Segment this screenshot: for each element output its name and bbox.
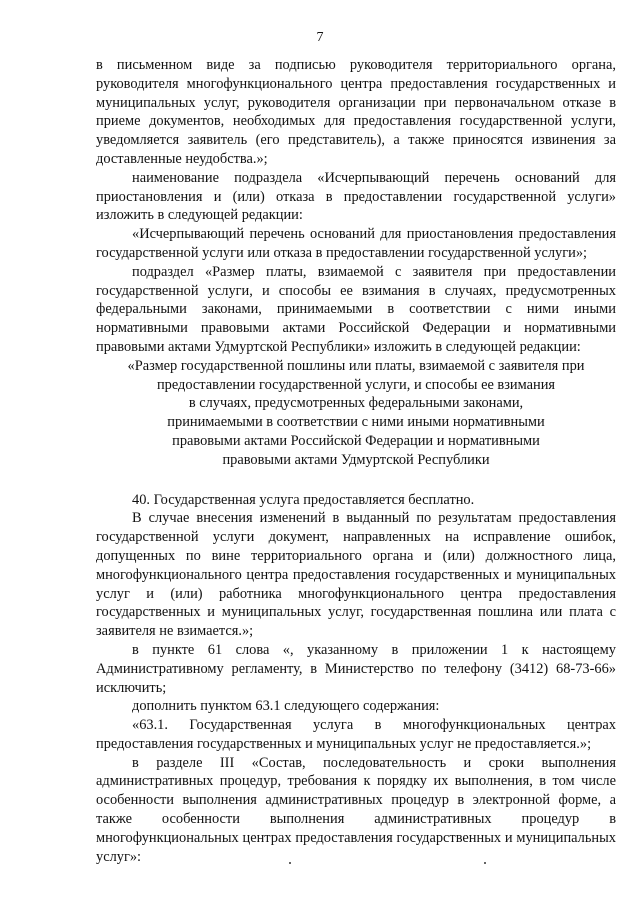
heading-line: правовыми актами Удмуртской Республики xyxy=(222,451,490,468)
paragraph: дополнить пунктом 63.1 следующего содержания: xyxy=(132,698,440,715)
paragraph: 40. Государственная услуга предоставляется бесплатно. xyxy=(132,491,475,508)
paragraph: в письменном виде за подписью руководителя территориального органа, руководителя многофункционального центра предоставления государственных и муниципальных услуг, руководителя организации при первоначальном отказе в приеме документов, необходимых для предоставления государственной услуги, уведомляется заявитель (его представитель), а также приносятся извинения за доставленные неудобства.»; xyxy=(96,57,616,167)
paragraph: наименование подраздела «Исчерпывающий перечень оснований для приостановления и (или) отказа в предоставлении государственной услуги» изложить в следующей редакции: xyxy=(96,169,616,224)
heading-line: принимаемыми в соответствии с ними иными нормативными xyxy=(167,414,545,431)
paragraph: В случае внесения изменений в выданный по результатам предоставления государственной услуги документ, направленных на исправление ошибок, допущенных по вине территориального органа и (или) должностного лица, многофункционального центра предоставления государственных и муниципальных услуг и (или) работника многофункционального центра предоставления государственных и муниципальных услуг, государственная пошлина или плата с заявителя не взимается.»; xyxy=(96,510,616,640)
section-heading xyxy=(96,357,616,470)
document-body xyxy=(96,56,616,866)
scan-dot xyxy=(289,862,291,864)
paragraph: «Исчерпывающий перечень оснований для приостановления предоставления государственной услуги или отказа в предоставлении государственной услуги»; xyxy=(96,226,616,261)
paragraph: «63.1. Государственная услуга в многофункциональных центрах предоставления государственных и муниципальных услуг не предоставляется.»; xyxy=(96,717,616,752)
page-number: 7 xyxy=(316,30,324,45)
paragraph: подраздел «Размер платы, взимаемой с заявителя при предоставлении государственной услуги, и способы ее взимания в случаях, предусмотренных федеральными законами, принимаемыми в соответствии с ними иными нормативными правовыми актами Российской Федерации и нормативными правовыми актами Удмуртской Республики» изложить в следующей редакции: xyxy=(96,263,616,355)
blank-line xyxy=(96,470,616,491)
heading-line: «Размер государственной пошлины или платы, взимаемой с заявителя при xyxy=(127,357,585,374)
paragraph: в пункте 61 слова «, указанному в приложении 1 к настоящему Административному регламенту, в Министерство по телефону (3412) 68-73-66» исключить; xyxy=(96,641,616,696)
scan-dot xyxy=(484,862,486,864)
heading-line: в случаях, предусмотренных федеральными законами, xyxy=(188,395,524,412)
heading-line: правовыми актами Российской Федерации и нормативными xyxy=(172,432,540,449)
paragraph: в разделе III «Состав, последовательность и сроки выполнения административных процедур, требования к порядку их выполнения, в том числе особенности выполнения административных процедур в электронной форме, а также особенности выполнения административных процедур в многофункциональных центрах предоставления государственных и муниципальных услуг»: xyxy=(96,754,616,865)
heading-line: предоставлении государственной услуги, и способы ее взимания xyxy=(156,376,556,393)
